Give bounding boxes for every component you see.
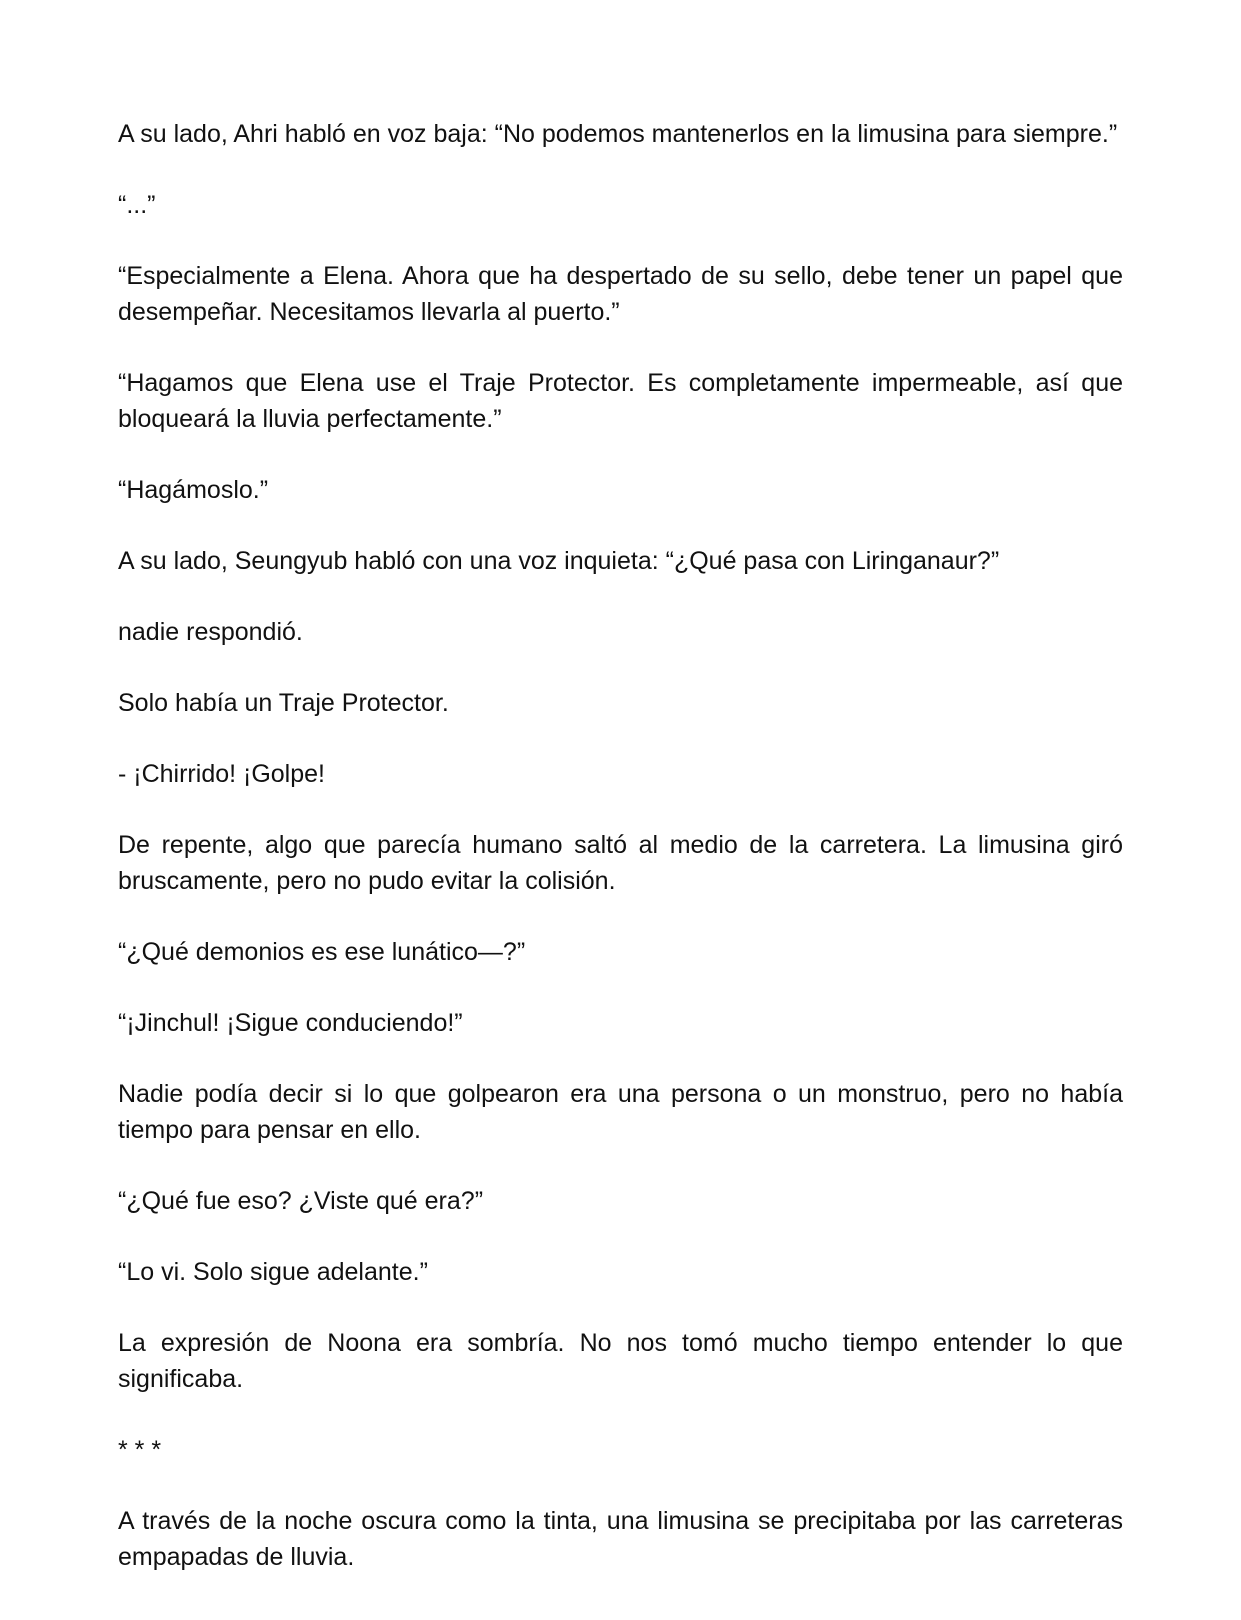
scene-break: * * * [118, 1436, 162, 1464]
paragraph: Nadie podía decir si lo que golpearon era una persona o un monstruo, pero no había tiempo para pensar en ello. [118, 1080, 1123, 1144]
paragraph: De repente, algo que parecía humano saltó al medio de la carretera. La limusina giró bruscamente, pero no pudo evitar la colisión. [118, 831, 1123, 895]
paragraph: “Lo vi. Solo sigue adelante.” [118, 1258, 428, 1286]
paragraph: “¡Jinchul! ¡Sigue conduciendo!” [118, 1009, 463, 1037]
paragraph: “Hagamos que Elena use el Traje Protector. Es completamente impermeable, así que bloqueará la lluvia perfectamente.” [118, 369, 1123, 433]
paragraph: A su lado, Seungyub habló con una voz inquieta: “¿Qué pasa con Liringanaur?” [118, 547, 1000, 575]
paragraph: Solo había un Traje Protector. [118, 689, 449, 717]
paragraph: “...” [118, 191, 156, 219]
paragraph: A su lado, Ahri habló en voz baja: “No podemos mantenerlos en la limusina para siempre.” [118, 120, 1118, 148]
paragraph: “¿Qué demonios es ese lunático—?” [118, 938, 526, 966]
paragraph: La expresión de Noona era sombría. No nos tomó mucho tiempo entender lo que significaba. [118, 1329, 1123, 1393]
paragraph: “Hagámoslo.” [118, 476, 269, 504]
paragraph: A través de la noche oscura como la tinta, una limusina se precipitaba por las carreteras empapadas de lluvia. [118, 1507, 1123, 1571]
paragraph: “¿Qué fue eso? ¿Viste qué era?” [118, 1187, 484, 1215]
paragraph: - ¡Chirrido! ¡Golpe! [118, 760, 325, 788]
paragraph: nadie respondió. [118, 618, 303, 646]
document-body [118, 116, 1123, 1610]
paragraph: “Especialmente a Elena. Ahora que ha despertado de su sello, debe tener un papel que desempeñar. Necesitamos llevarla al puerto.” [118, 262, 1123, 326]
